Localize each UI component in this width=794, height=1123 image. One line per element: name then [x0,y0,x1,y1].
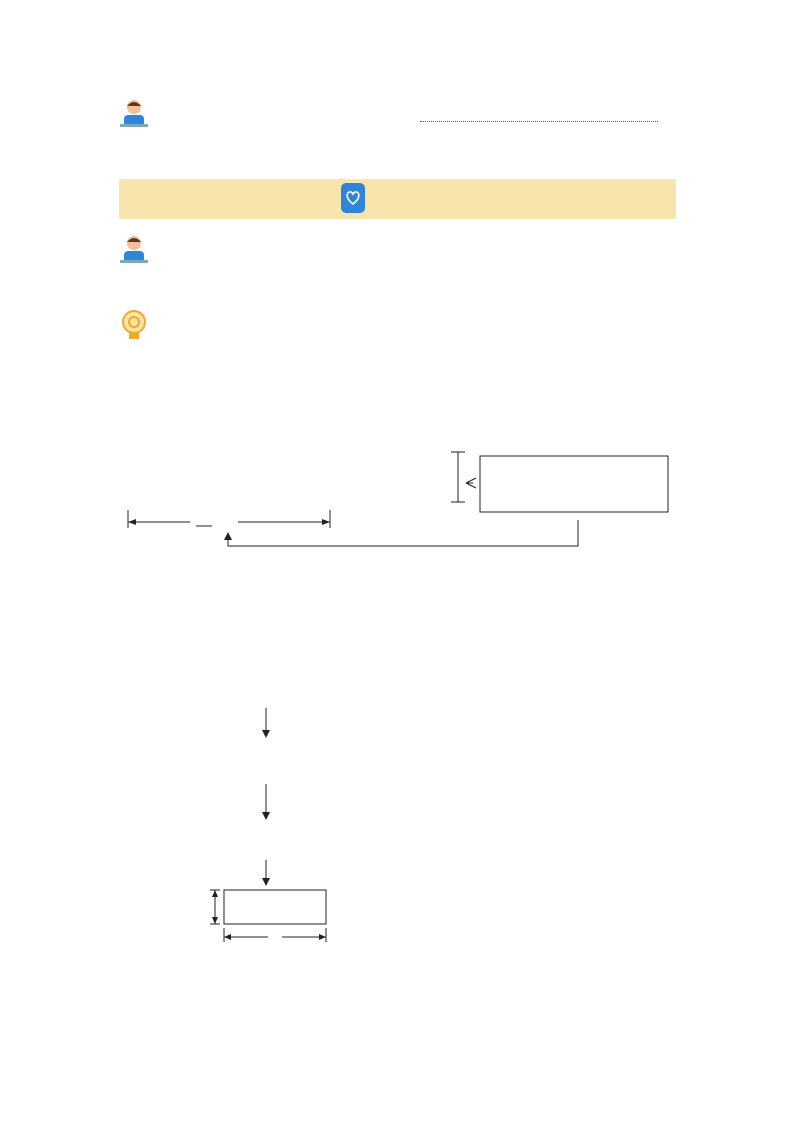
toc-entry[interactable] [120,108,680,128]
final-rectangle [224,890,326,924]
section-banner [119,179,676,219]
heart-book-icon [341,183,365,213]
lightbulb-icon [120,308,150,342]
circle-to-rectangle-diagram [118,448,678,560]
student-icon [120,234,150,266]
subdivision-diagram [118,660,368,950]
student-icon [120,98,150,130]
rectangle-box [480,456,668,512]
toc-leader [420,121,658,122]
